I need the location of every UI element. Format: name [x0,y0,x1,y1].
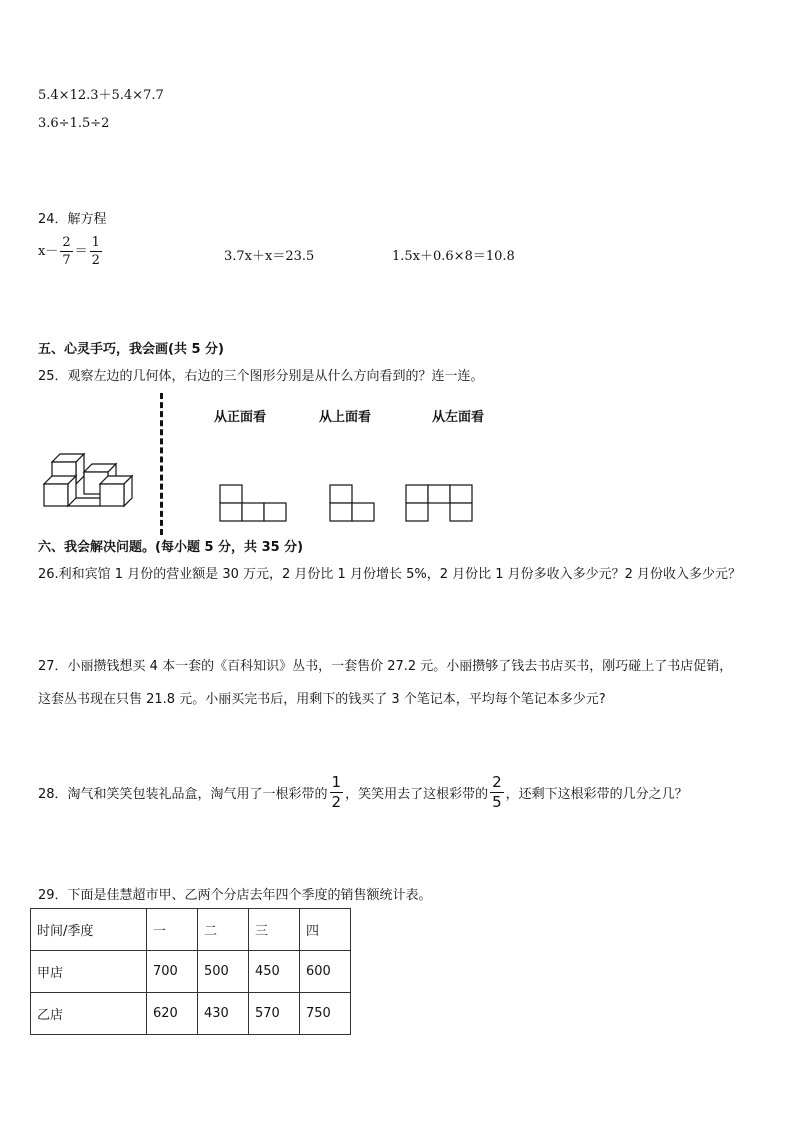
table-cell: 750 [300,993,351,1035]
fraction-2-5 [490,775,504,810]
q29-text: 29．下面是佳慧超市甲、乙两个分店去年四个季度的销售额统计表。 [38,888,432,903]
q28-text [38,775,688,810]
dashed-divider [160,393,163,535]
q28-part-2: ，笑笑用去了这根彩带的 [345,787,489,802]
table-row [31,951,351,993]
table-cell: 430 [198,993,249,1035]
table-cell: 乙店 [31,993,147,1035]
q27-line-1: 27．小丽攒钱想买 4 本一套的《百科知识》丛书，一套售价 27.2 元。小丽攒够了钱去书店买书，刚巧碰上了书店促销， [38,659,733,674]
q28-part-1: 28．淘气和笑笑包装礼品盒，淘气用了一根彩带的 [38,787,328,802]
table-header-row [31,909,351,951]
q25-text: 25．观察左边的几何体，右边的三个图形分别是从什么方向看到的？连一连。 [38,369,484,384]
sales-table [30,908,351,1035]
fraction-denominator: 2 [331,793,342,811]
table-cell: 四 [300,909,351,951]
table-cell: 二 [198,909,249,951]
eq1-prefix: x－ [38,244,59,259]
fraction-numerator: 2 [62,235,71,250]
fraction-numerator: 1 [331,773,342,791]
table-cell: 甲店 [31,951,147,993]
calc-expression-2: 3.6÷1.5÷2 [38,116,110,131]
q24-equation-2: 3.7x＋x＝23.5 [224,249,315,264]
section-6-title: 六、我会解决问题。(每小题 5 分，共 35 分) [38,540,304,555]
table-cell: 570 [249,993,300,1035]
fraction-2-7 [60,236,72,267]
table-cell: 600 [300,951,351,993]
view-figure-3 [405,484,475,524]
q24-heading: 24．解方程 [38,212,107,227]
q24-equation-1 [38,236,104,267]
section-5-title: 五、心灵手巧，我会画(共 5 分) [38,342,224,357]
q28-part-3: ，还剩下这根彩带的几分之几？ [505,787,688,802]
q27-line-2: 这套丛书现在只售 21.8 元。小丽买完书后，用剩下的钱买了 3 个笔记本，平均每个笔记本多少元? [38,692,606,707]
fraction-denominator: 5 [492,793,502,811]
view-figure-1 [219,484,289,524]
fraction-denominator: 2 [91,253,100,268]
view-label-left: 从左面看 [432,410,485,425]
calc-expression-1: 5.4×12.3＋5.4×7.7 [38,88,164,103]
fraction-numerator: 1 [91,235,100,250]
view-figure-2 [329,484,377,524]
view-label-top: 从上面看 [319,410,372,425]
cube-solid-figure [40,450,140,510]
table-cell: 三 [249,909,300,951]
table-cell: 450 [249,951,300,993]
table-cell: 700 [147,951,198,993]
table-row [31,993,351,1035]
fraction-1-2 [90,236,102,267]
view-label-front: 从正面看 [214,410,267,425]
table-cell: 500 [198,951,249,993]
fraction-denominator: 7 [62,253,71,268]
q26-text: 26.利和宾馆 1 月份的营业额是 30 万元，2 月份比 1 月份增长 5%，2 月份比 1 月份多收入多少元？2 月份收入多少元？ [38,567,742,582]
table-cell: 时间/季度 [31,909,147,951]
table-cell: 620 [147,993,198,1035]
fraction-numerator: 2 [492,773,502,791]
fraction-1-2 [330,775,344,810]
q24-equation-3: 1.5x＋0.6×8＝10.8 [392,249,515,264]
eq1-equals: ＝ [74,244,88,259]
table-cell: 一 [147,909,198,951]
